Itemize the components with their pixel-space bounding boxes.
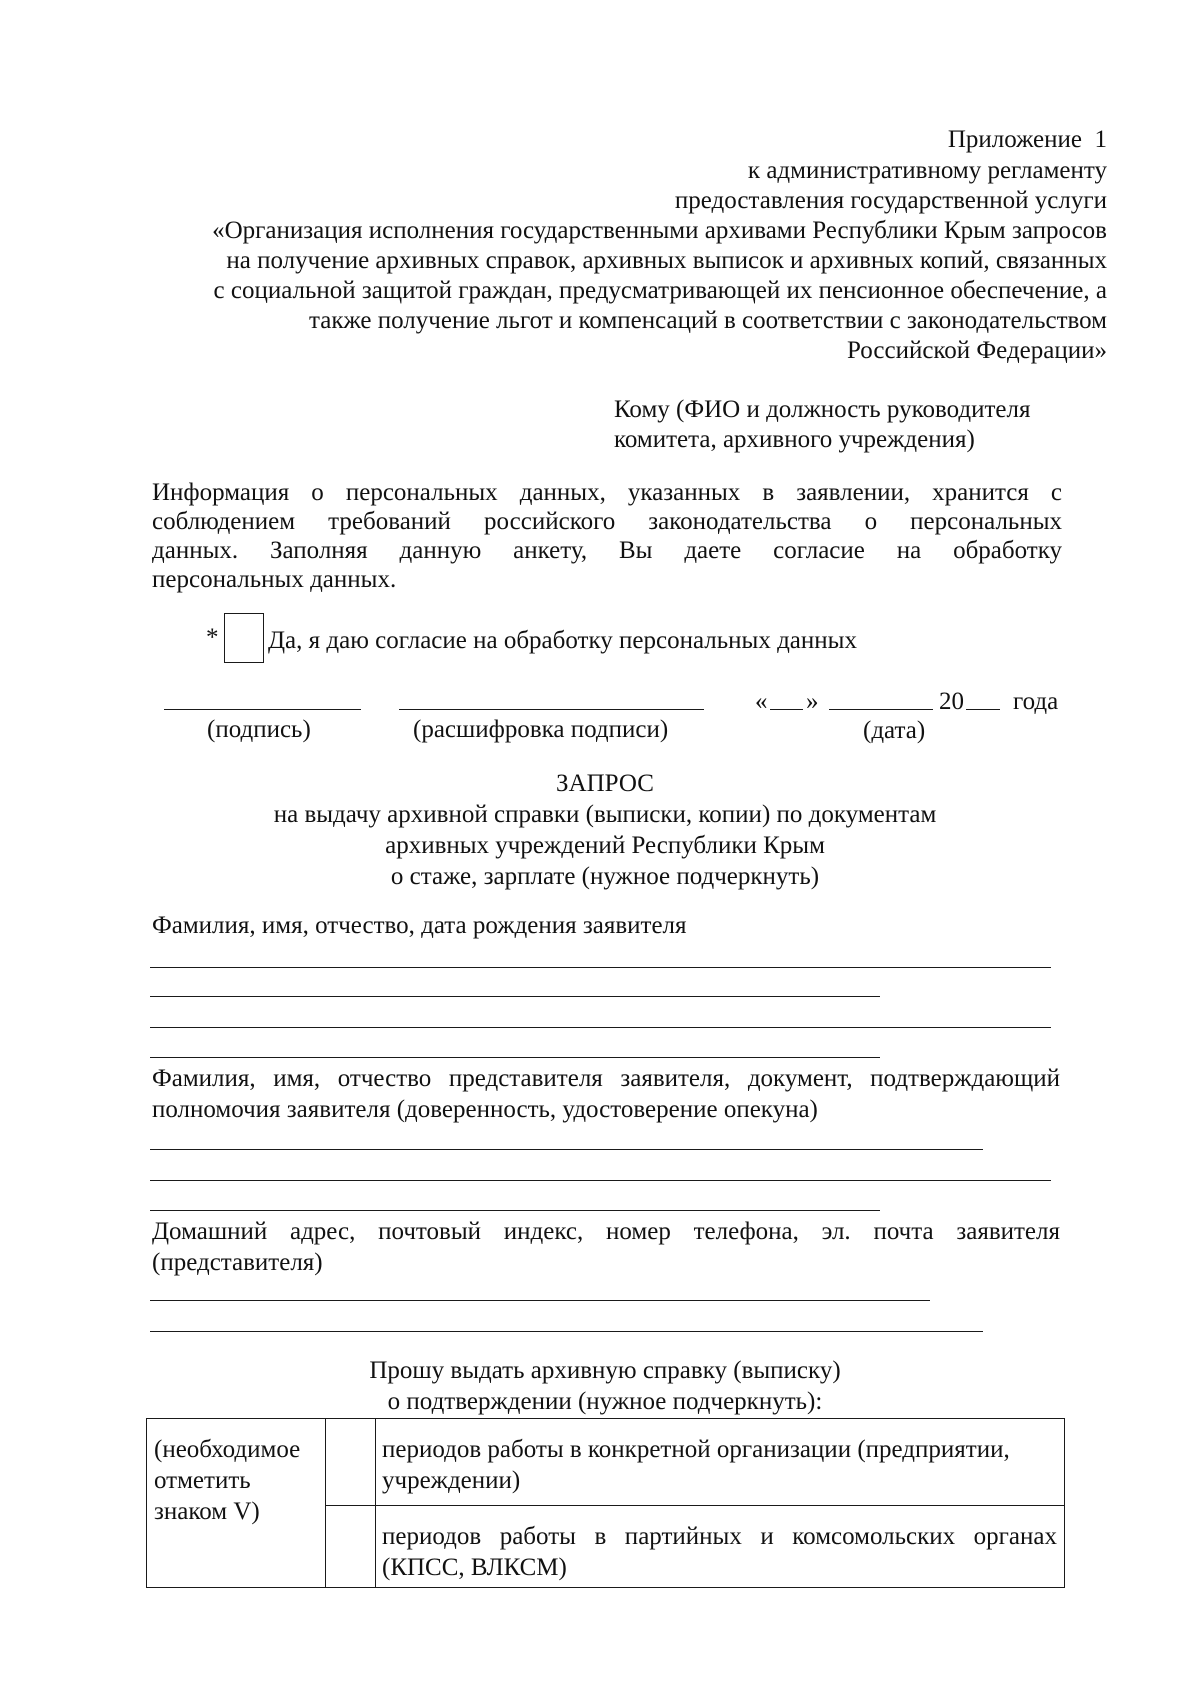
request-subtitle-3: о стаже, зарплате (нужное подчеркнуть)	[390, 863, 820, 890]
table-divider-1	[325, 1419, 326, 1587]
table-note	[154, 1434, 300, 1527]
signature-line[interactable]	[164, 709, 361, 710]
date-day-line[interactable]	[770, 709, 803, 710]
privacy-line-1: Информация о персональных данных, указанных в заявлении, хранится с	[152, 479, 1062, 506]
table-note-line-2: отметить	[154, 1467, 251, 1494]
privacy-line-3: данных. Заполняя данную анкету, Вы даете согласие на обработку	[152, 537, 1062, 564]
table-row-divider	[325, 1505, 1064, 1506]
date-caption: (дата)	[863, 717, 926, 744]
option-1-line-1: периодов работы в конкретной организации (предприятии,	[382, 1436, 1010, 1463]
addressee-line-1: Кому (ФИО и должность руководителя	[614, 396, 1031, 423]
representative-input-line-2[interactable]	[150, 1180, 1051, 1181]
consent-asterisk: *	[206, 624, 219, 651]
date-quote-open: «	[755, 688, 768, 715]
consent-label: Да, я даю согласие на обработку персональных данных	[268, 627, 857, 654]
applicant-label: Фамилия, имя, отчество, дата рождения заявителя	[152, 912, 687, 939]
option-2-line-2: (КПСС, ВЛКСМ)	[382, 1554, 567, 1581]
regulation-line-3: «Организация исполнения государственными архивами Республики Крым запросов	[212, 217, 1107, 244]
option-2-line-1: периодов работы в партийных и комсомольских органах	[382, 1523, 1057, 1550]
address-input-line-1[interactable]	[150, 1300, 930, 1301]
issue-line-1: Прошу выдать архивную справку (выписку)	[369, 1357, 841, 1384]
privacy-notice	[152, 478, 1062, 594]
representative-label	[152, 1063, 1060, 1125]
applicant-line-2[interactable]	[150, 996, 880, 997]
option-2-checkbox-cell[interactable]	[327, 1508, 373, 1586]
representative-line-2: полномочия заявителя (доверенность, удостоверение опекуна)	[152, 1096, 818, 1123]
address-line-1: Домашний адрес, почтовый индекс, номер телефона, эл. почта заявителя	[152, 1218, 1060, 1245]
appendix-title: Приложение 1	[947, 126, 1107, 153]
table-divider-2	[375, 1419, 376, 1587]
regulation-line-6: также получение льгот и компенсаций в соответствии с законодательством	[309, 307, 1107, 334]
date-year-line[interactable]	[966, 709, 1000, 710]
applicant-line-1[interactable]	[150, 967, 1051, 968]
privacy-line-2: соблюдением требований российского законодательства о персональных	[152, 508, 1062, 535]
option-1-line-2: учреждении)	[382, 1467, 521, 1494]
date-month-line[interactable]	[829, 709, 933, 710]
address-input-line-2[interactable]	[150, 1331, 983, 1332]
date-quote-close: »	[806, 688, 819, 715]
regulation-line-4: на получение архивных справок, архивных выписок и архивных копий, связанных	[226, 247, 1107, 274]
privacy-line-4: персональных данных.	[152, 566, 397, 593]
option-1-text	[382, 1434, 1057, 1496]
table-note-line-1: (необходимое	[154, 1436, 301, 1463]
representative-input-line-3[interactable]	[150, 1210, 880, 1211]
signature-decode-line[interactable]	[399, 709, 704, 710]
signature-decode-caption: (расшифровка подписи)	[413, 716, 669, 743]
regulation-reference	[212, 156, 1107, 366]
address-line-2: (представителя)	[152, 1249, 323, 1276]
applicant-line-3[interactable]	[150, 1027, 1051, 1028]
table-note-line-3: знаком V)	[154, 1498, 260, 1525]
applicant-line-4[interactable]	[150, 1057, 880, 1058]
issue-line-2: о подтверждении (нужное подчеркнуть):	[387, 1388, 823, 1415]
consent-checkbox[interactable]	[224, 613, 264, 663]
regulation-line-5: с социальной защитой граждан, предусматривающей их пенсионное обеспечение, а	[213, 277, 1107, 304]
representative-input-line-1[interactable]	[150, 1149, 983, 1150]
request-subtitle-1: на выдачу архивной справки (выписки, копии) по документам	[273, 801, 937, 828]
representative-line-1: Фамилия, имя, отчество представителя заявителя, документ, подтверждающий	[152, 1065, 1060, 1092]
option-2-text	[382, 1521, 1057, 1583]
address-label	[152, 1216, 1060, 1278]
signature-caption: (подпись)	[207, 716, 311, 743]
addressee-block	[614, 395, 1030, 455]
appendix-header	[948, 125, 1107, 154]
date-year-prefix: 20	[939, 688, 964, 715]
request-heading	[150, 768, 1060, 892]
option-1-checkbox-cell[interactable]	[327, 1421, 373, 1503]
addressee-line-2: комитета, архивного учреждения)	[614, 426, 975, 453]
date-year-suffix: года	[1013, 688, 1059, 715]
options-table	[146, 1418, 1065, 1588]
issue-request	[150, 1355, 1060, 1417]
regulation-line-7: Российской Федерации»	[846, 337, 1107, 364]
regulation-line-1: к административному регламенту	[747, 157, 1107, 184]
request-title: ЗАПРОС	[556, 770, 654, 797]
regulation-line-2: предоставления государственной услуги	[674, 187, 1107, 214]
request-subtitle-2: архивных учреждений Республики Крым	[385, 832, 825, 859]
